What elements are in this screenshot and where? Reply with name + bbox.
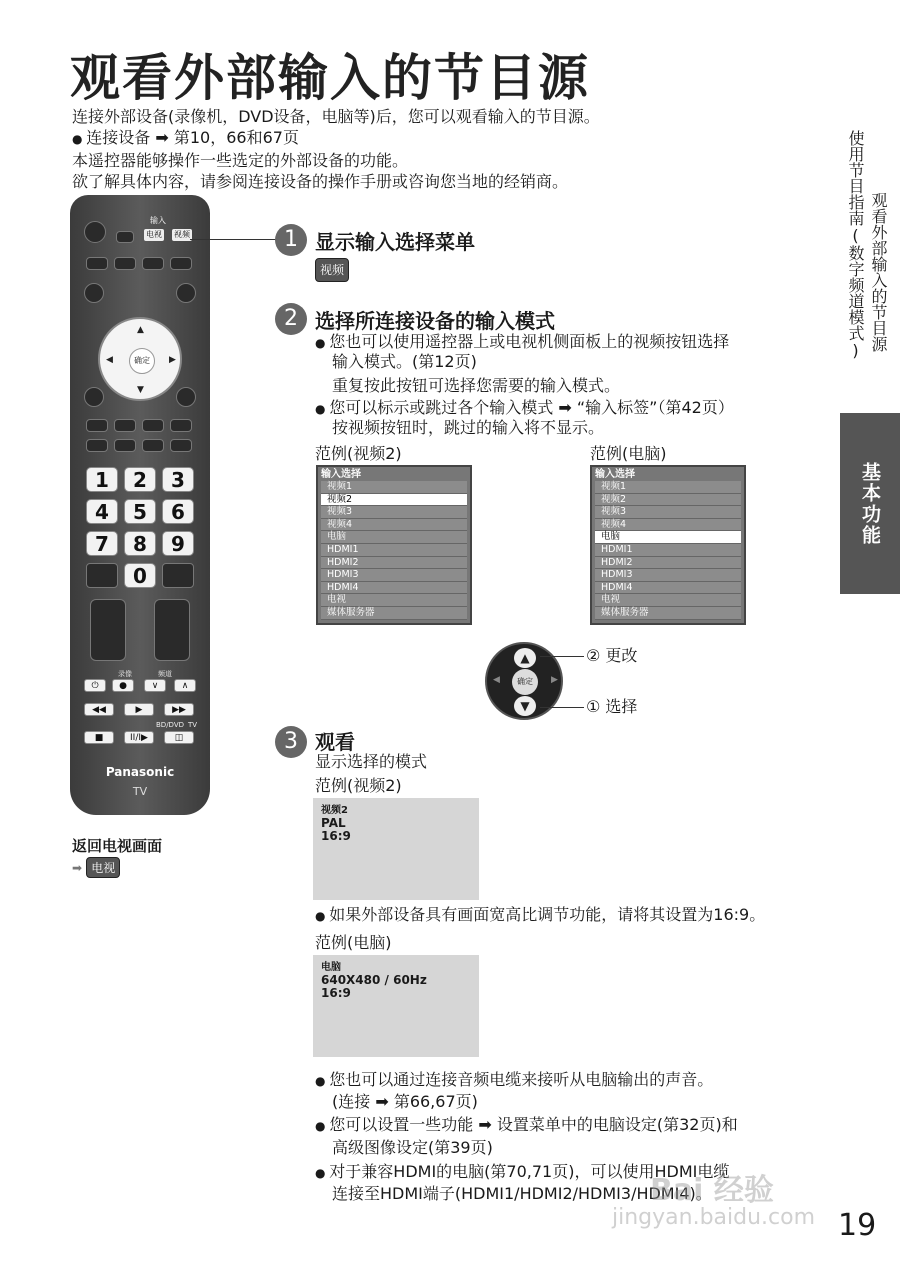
aspect-note: ● 如果外部设备具有画面宽高比调节功能，请将其设置为16:9。 <box>315 905 765 926</box>
remote-button <box>86 257 108 270</box>
remote-record-icon: ● <box>112 679 134 692</box>
remote-number-key: 5 <box>124 499 156 524</box>
remote-rewind-icon: ◀◀ <box>84 703 114 716</box>
intro-line: 本遥控器能够操作一些选定的外部设备的功能。 <box>72 151 409 170</box>
dial-down-icon: ▼ <box>514 696 536 716</box>
remote-button <box>86 419 108 432</box>
dial-up-icon: ▲ <box>514 648 536 668</box>
intro-line: 连接外部设备(录像机，DVD设备，电脑等)后，您可以观看输入的节目源。 <box>72 107 600 126</box>
back-to-tv-title: 返回电视画面 <box>72 837 163 855</box>
remote-ok-button: 确定 <box>129 348 155 374</box>
menu-item: 媒体服务器 <box>321 607 467 620</box>
remote-switch-icon: ◫ <box>164 731 194 744</box>
step-1-title: 显示输入选择菜单 <box>315 230 475 254</box>
remote-number-key: 1 <box>86 467 118 492</box>
menu-item-selected: 电脑 <box>595 531 741 544</box>
callout-line <box>540 707 584 708</box>
remote-ch-label: 频道 <box>158 670 172 678</box>
remote-number-key: 7 <box>86 531 118 556</box>
remote-tv-small-label: TV <box>188 721 198 729</box>
menu-item: HDMI1 <box>595 544 741 557</box>
remote-button <box>86 439 108 452</box>
input-menu-pc <box>590 465 746 625</box>
remote-bddvd-label: BD/DVD <box>156 721 184 729</box>
callout-line <box>540 656 584 657</box>
menu-item: 电视 <box>321 594 467 607</box>
remote-number-key: 8 <box>124 531 156 556</box>
remote-control-illustration <box>70 195 210 815</box>
back-to-tv-ref <box>72 857 120 878</box>
remote-number-key: 0 <box>124 563 156 588</box>
example-label-pc: 范例(电脑) <box>590 444 667 463</box>
step-1-number: 1 <box>275 224 307 256</box>
remote-button <box>84 283 104 303</box>
pc-note-line: 高级图像设定(第39页) <box>332 1138 493 1157</box>
select-label: ① 选择 <box>586 697 638 716</box>
menu-item: HDMI3 <box>321 569 467 582</box>
remote-button <box>114 257 136 270</box>
menu-item: HDMI1 <box>321 544 467 557</box>
menu-item: 媒体服务器 <box>595 607 741 620</box>
dial-left-icon: ◀ <box>493 675 500 685</box>
callout-line <box>190 239 280 240</box>
watermark-logo: Bai 经验 <box>650 1173 774 1208</box>
remote-button <box>86 563 118 588</box>
info-banner-av2 <box>313 798 479 900</box>
remote-button <box>114 419 136 432</box>
menu-item: 视频4 <box>321 519 467 532</box>
remote-pause-icon: II/I▶ <box>124 731 154 744</box>
av-key-badge: 视频 <box>315 258 349 282</box>
pc-note-line: ● 您可以设置一些功能 ➡ 设置菜单中的电脑设定(第32页)和 <box>315 1115 738 1136</box>
menu-item: 视频2 <box>595 494 741 507</box>
remote-tv-key: 电视 <box>146 230 162 239</box>
remote-number-key: 4 <box>86 499 118 524</box>
step-2-number: 2 <box>275 303 307 335</box>
page-number: 19 <box>838 1208 877 1243</box>
example-label-pc: 范例(电脑) <box>315 933 392 952</box>
remote-stop-icon: ■ <box>84 731 114 744</box>
info-aspect: 16:9 <box>321 829 351 843</box>
step-2-note-line: 按视频按钮时，跳过的输入将不显示。 <box>332 418 605 437</box>
pc-note-line: (连接 ➡ 第66,67页) <box>332 1092 478 1111</box>
step-2-note-line: ● 您也可以使用遥控器上或电视机侧面板上的视频按钮选择 <box>315 332 729 353</box>
remote-button <box>114 439 136 452</box>
remote-number-key: 3 <box>162 467 194 492</box>
pc-note-line: ● 您也可以通过连接音频电缆来接听从电脑输出的声音。 <box>315 1070 713 1091</box>
intro-text <box>72 106 772 192</box>
step-3-title: 观看 <box>315 730 355 754</box>
remote-ch-down-icon: ∨ <box>144 679 166 692</box>
intro-connect-ref: ● 连接设备 ➡ 第10，66和67页 <box>72 127 772 150</box>
page-title: 观看外部输入的节目源 <box>70 49 590 107</box>
dial-right-icon: ▶ <box>551 675 558 685</box>
remote-power-small-icon: ⏻ <box>84 679 106 692</box>
remote-rec-label: 录像 <box>118 670 132 678</box>
tv-key-badge: 电视 <box>86 857 120 878</box>
menu-title: 输入选择 <box>595 469 635 480</box>
pc-note-line: ● 对于兼容HDMI的电脑(第70,71页)，可以使用HDMI电缆 <box>315 1162 729 1183</box>
remote-forward-icon: ▶▶ <box>164 703 194 716</box>
info-system: PAL <box>321 816 346 830</box>
remote-model-label: TV <box>132 785 148 798</box>
remote-dpad <box>98 317 182 401</box>
dpad-right-icon: ▶ <box>169 355 176 365</box>
input-menu-av2 <box>316 465 472 625</box>
remote-button <box>176 283 196 303</box>
side-section-current: 观看外部输入的节目源 <box>869 192 888 352</box>
step-2-note-line: ● 您可以标示或跳过各个输入模式 ➡ “输入标签”（第42页） <box>315 398 734 419</box>
menu-item: 电脑 <box>321 531 467 544</box>
remote-button <box>142 257 164 270</box>
info-aspect: 16:9 <box>321 986 351 1000</box>
intro-line: 欲了解具体内容，请参阅连接设备的操作手册或咨询您当地的经销商。 <box>72 172 569 191</box>
info-source: 电脑 <box>321 962 341 973</box>
dial-ok-button: 确定 <box>512 669 538 695</box>
remote-channel-rocker <box>154 599 190 661</box>
remote-power-button <box>84 221 106 243</box>
remote-number-key: 9 <box>162 531 194 556</box>
menu-item-selected: 视频2 <box>321 494 467 507</box>
step-2-note-line: 重复按此按钮可选择您需要的输入模式。 <box>332 376 621 395</box>
remote-play-icon: ▶ <box>124 703 154 716</box>
menu-item: 电视 <box>595 594 741 607</box>
step-3-desc: 显示选择的模式 <box>315 752 428 771</box>
remote-number-key: 2 <box>124 467 156 492</box>
example-label-av2: 范例(视频2) <box>315 776 402 795</box>
menu-title: 输入选择 <box>321 469 361 480</box>
menu-item: 视频4 <box>595 519 741 532</box>
example-label-av2: 范例(视频2) <box>315 444 402 463</box>
change-label: ② 更改 <box>586 646 638 665</box>
remote-button <box>116 231 134 243</box>
remote-number-key: 6 <box>162 499 194 524</box>
side-tab-basic: 基本功能 <box>840 413 900 594</box>
remote-av-key: 视频 <box>174 230 190 239</box>
step-1-key <box>315 258 349 282</box>
dpad-down-icon: ▼ <box>137 385 144 395</box>
menu-item: 视频3 <box>321 506 467 519</box>
remote-button <box>162 563 194 588</box>
remote-volume-rocker <box>90 599 126 661</box>
remote-button <box>142 439 164 452</box>
dpad-left-icon: ◀ <box>106 355 113 365</box>
dpad-up-icon: ▲ <box>137 325 144 335</box>
remote-button <box>142 419 164 432</box>
menu-item: HDMI2 <box>595 557 741 570</box>
remote-dial-illustration <box>485 642 563 720</box>
menu-item: 视频1 <box>595 481 741 494</box>
menu-item: HDMI2 <box>321 557 467 570</box>
menu-item: HDMI4 <box>321 582 467 595</box>
step-3-number: 3 <box>275 726 307 758</box>
watermark-url: jingyan.baidu.com <box>612 1205 816 1230</box>
menu-item: 视频1 <box>321 481 467 494</box>
menu-item: 视频3 <box>595 506 741 519</box>
remote-button <box>170 257 192 270</box>
remote-button <box>176 387 196 407</box>
menu-item: HDMI4 <box>595 582 741 595</box>
remote-button <box>170 439 192 452</box>
info-resolution: 640X480 / 60Hz <box>321 973 427 987</box>
step-2-note-line: 输入模式。(第12页) <box>332 352 477 371</box>
menu-item: HDMI3 <box>595 569 741 582</box>
arrow-right-icon: ➡ <box>72 861 83 875</box>
info-source: 视频2 <box>321 805 348 816</box>
side-section-guide: 使用节目指南(数字频道模式) <box>846 130 865 360</box>
remote-button <box>170 419 192 432</box>
pc-note-line: 连接至HDMI端子(HDMI1/HDMI2/HDMI3/HDMI4)。 <box>332 1184 712 1203</box>
remote-brand-logo: Panasonic <box>105 765 175 779</box>
info-banner-pc <box>313 955 479 1057</box>
remote-button <box>84 387 104 407</box>
step-2-title: 选择所连接设备的输入模式 <box>315 309 555 333</box>
remote-ch-up-icon: ∧ <box>174 679 196 692</box>
remote-input-label: 输入 <box>150 216 166 225</box>
